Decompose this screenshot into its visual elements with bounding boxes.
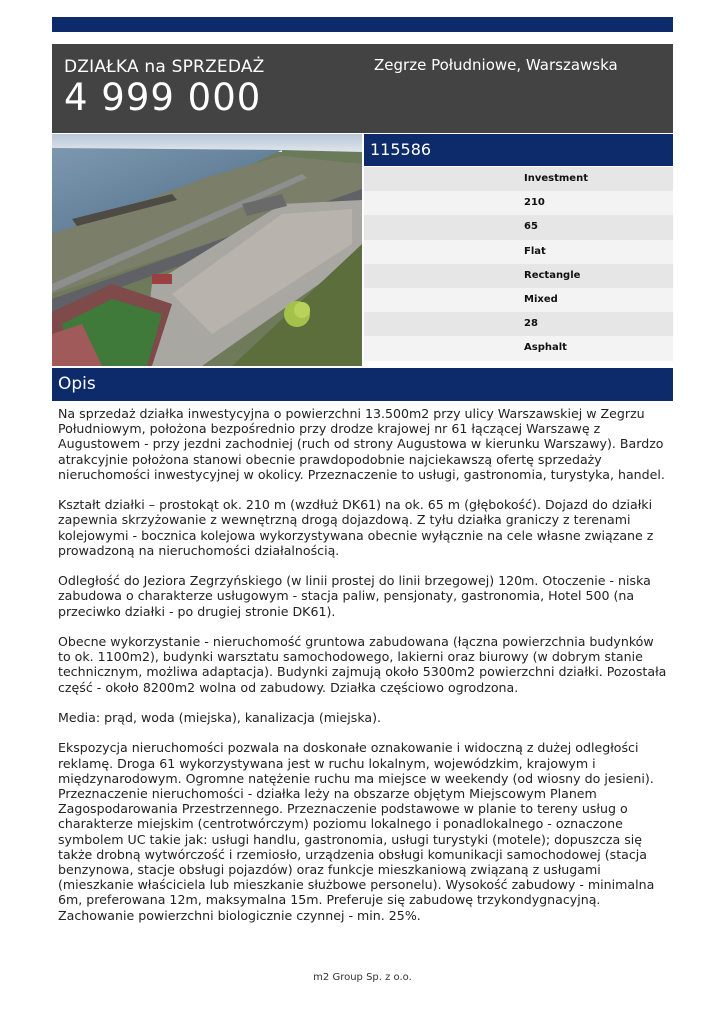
description-paragraph: Odległość do Jeziora Zegrzyńskiego (w linii prostej do linii brzegowej) 120m. Otoczenie - niska zabudowa o charakterze usługowym - stacja paliw, pensjonaty, gastronomia, Hotel 500 (na przeciwko działki - po drugiej stronie DK61). — [58, 573, 651, 619]
param-value: Flat — [524, 245, 546, 257]
listing-price: 4 999 000 — [64, 76, 262, 119]
description-paragraph: Media: prąd, woda (miejska), kanalizacja (miejska). — [58, 710, 382, 725]
top-banner — [52, 17, 673, 32]
description-heading: Opis — [58, 374, 96, 394]
description-paragraph: Kształt działki – prostokąt ok. 210 m (wzdłuż DK61) na ok. 65 m (głębokość). Dojazd do działki zapewnia skrzyżowanie z wewnętrzną drogą dojazdową. Z tyłu działka graniczy z terenami kolejowymi - bocznica kolejowa wykorzystywana obecnie wyłącznie na cele własne związane z prowadzoną na nieruchomości działalnością. — [58, 497, 654, 558]
description-paragraph: Ekspozycja nieruchomości pozwala na doskonałe oznakowanie i widoczną z dużej odległości reklamę. Droga 61 wykorzystywana jest w ruchu lokalnym, wojewódzkim, krajowym i międzynarodowym. Ogromne natężenie ruchu ma miejsce w weekendy (od wiosny do jesieni). Przeznaczenie nieruchomości - działka leży na obszarze objętym Miejscowym Planem Zagospodarowania Przestrzennego. Przeznaczenie podstawowe w planie to tereny usług o charakterze miejskim (centrotwórczym) poziomu lokalnego i ponadlokalnego - oznaczone symbolem UC takie jak: usługi handlu, gastronomia, usługi turystyki (motele); dopuszcza się także drobną wytwórczość i rzemiosło, urządzenia obsługi komunikacji samochodowej (stacja benzynowa, stacje obsługi pojazdów) oraz funkcje mieszkaniową związaną z usługami (mieszkanie właściciela lub mieszkanie służbowe personelu). Wysokość zabudowy - minimalna 6m, preferowana 12m, maksymalna 15m. Preferuje się zabudowę trzykondygnacyjną. Zachowanie powierzchni biologicznie czynnej - min. 25%. — [58, 740, 655, 923]
listing-type: DZIAŁKA na SPRZEDAŻ — [64, 57, 265, 77]
parameters-table — [364, 167, 673, 361]
listing-header — [52, 44, 673, 133]
description-heading-bar — [52, 368, 673, 401]
param-value: 65 — [524, 221, 538, 233]
param-row — [364, 312, 673, 336]
property-aerial-photo — [52, 134, 362, 366]
description-body — [58, 406, 670, 938]
param-value: 28 — [524, 318, 538, 330]
description-paragraph: Obecne wykorzystanie - nieruchomość gruntowa zabudowana (łączna powierzchnia budynków to ok. 1100m2), budynki warsztatu samochodowego, lakierni oraz biurowy (w dobrym stanie technicznym, możliwa adaptacja). Budynki zajmują około 5300m2 powierzchni działki. Pozostała część - około 8200m2 wolna od zabudowy. Działka częściowo ogrodzona. — [58, 634, 667, 695]
param-row — [364, 336, 673, 360]
param-value: Mixed — [524, 293, 558, 305]
reference-number: 115586 — [370, 140, 432, 159]
param-value: Investment — [524, 173, 588, 184]
param-value: Asphalt — [524, 342, 567, 354]
description-paragraph: Na sprzedaż działka inwestycyjna o powierzchni 13.500m2 przy ulicy Warszawskiej w Zegrzu Południowym, położona bezpośrednio przy drodze krajowej nr 61 łączącej Warszawę z Augustowem - przy jezdni zachodniej (ruch od strony Augustowa w kierunku Warszawy). Bardzo atrakcyjnie położona stanowi obecnie prawdopodobnie najciekawszą ofertę sprzedaży nieruchomości inwestycyjnej w okolicy. Przeznaczenie to usługi, gastronomia, turystyka, handel. — [58, 406, 665, 482]
footer-company: m2 Group Sp. z o.o. — [313, 972, 412, 983]
param-row — [364, 264, 673, 288]
param-value: 210 — [524, 197, 545, 209]
param-value: Rectangle — [524, 269, 581, 281]
reference-number-bar — [364, 134, 673, 166]
listing-location: Zegrze Południowe, Warszawska — [374, 56, 618, 74]
param-row — [364, 215, 673, 239]
param-row — [364, 288, 673, 312]
param-row — [364, 240, 673, 264]
param-row — [364, 191, 673, 215]
param-row — [364, 167, 673, 191]
